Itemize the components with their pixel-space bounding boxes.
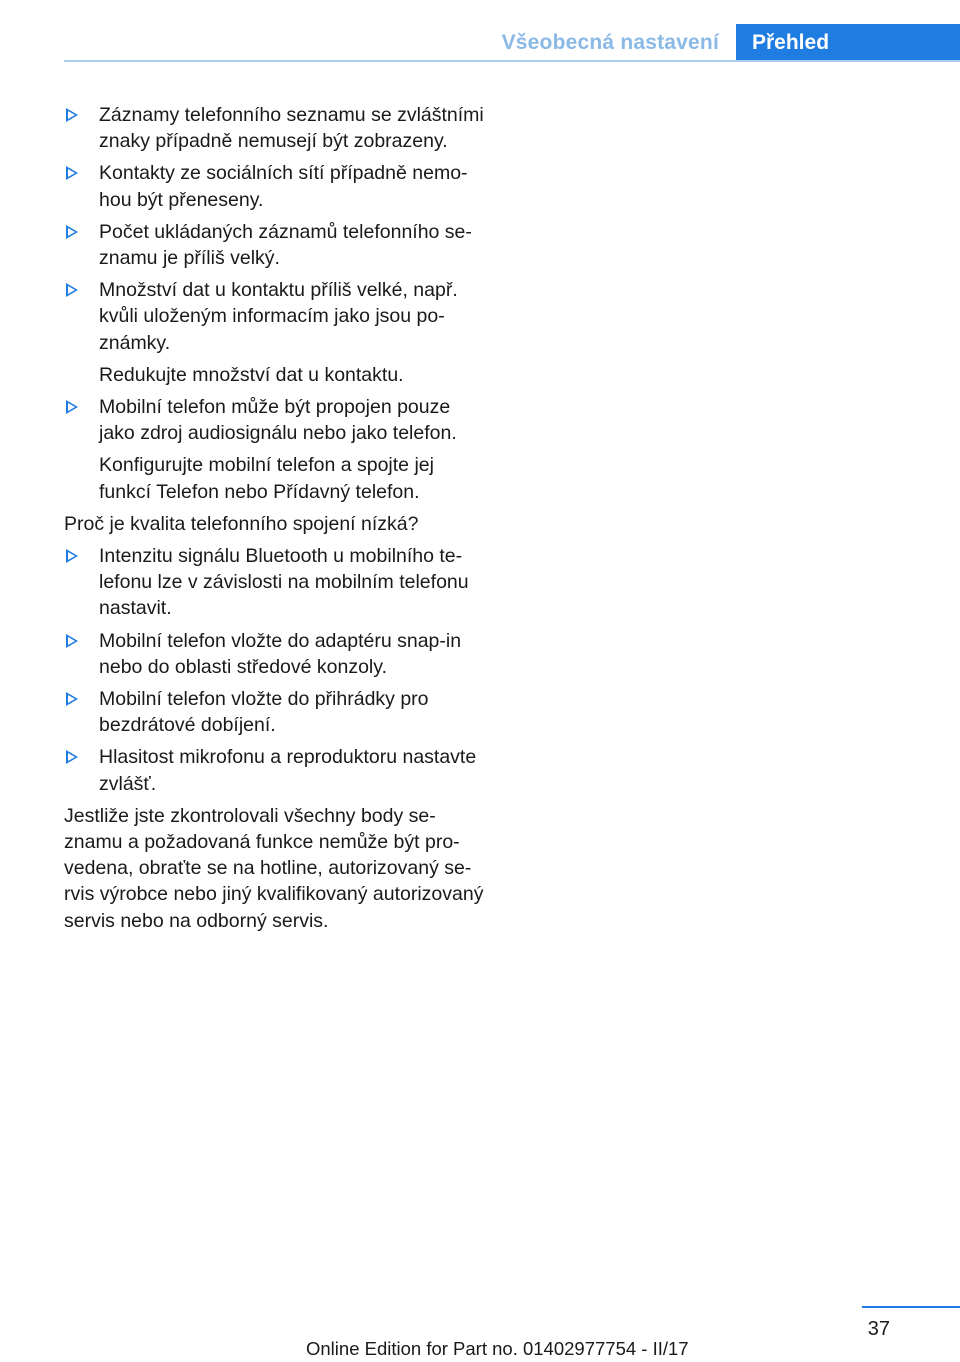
list-item-text: Hlasitost mikrofonu a reproduktoru nastavte zvlášť. (99, 746, 477, 795)
edition-footer: Online Edition for Part no. 01402977754 - II/17 (306, 1338, 689, 1359)
triangle-bullet-icon (66, 166, 78, 180)
section-title[interactable]: Všeobecná nastavení (501, 31, 719, 54)
list-item-text: Kontakty ze sociálních sítí případně nemohou být přeneseny. (99, 162, 468, 211)
list-item (64, 160, 484, 212)
main-content (64, 102, 484, 940)
triangle-bullet-icon (66, 549, 78, 563)
list-item-text: Mobilní telefon může být propojen pouze jako zdroj audiosignálu nebo jako telefon. (99, 396, 457, 445)
triangle-bullet-icon (66, 283, 78, 297)
list-item-text: Mobilní telefon vložte do adaptéru snap-in nebo do oblasti středové konzoly. (99, 629, 462, 678)
list-item (64, 744, 484, 796)
list-item (64, 628, 484, 680)
list-item-text: Mobilní telefon vložte do přihrádky pro bezdrátové dobíjení. (99, 688, 429, 737)
tab-overview[interactable]: Přehled (736, 24, 960, 62)
list-item-note: Redukujte množství dat u kontaktu. (99, 363, 404, 386)
list-item (64, 102, 484, 154)
footer-divider (862, 1306, 960, 1308)
list-item-text: Množství dat u kontaktu příliš velké, např. kvůli uloženým informacím jako jsou poznámky. (99, 279, 458, 354)
list-item-text: Záznamy telefonního seznamu se zvláštními znaky případně nemusejí být zobrazeny. (99, 104, 484, 153)
list-item-note: Konfigurujte mobilní telefon a spojte jej funkcí Telefon nebo Přídavný telefon. (99, 454, 434, 503)
triangle-bullet-icon (66, 634, 78, 648)
list-item (64, 277, 484, 388)
closing-paragraph: Jestliže jste zkontrolovali všechny body seznamu a požadovaná funkce nemůže být provedena, obraťte se na hotline, autorizovaný servis výrobce nebo jiný kvalifikovaný autorizovaný servis nebo na odborný servis. (64, 804, 484, 932)
list-item-text: Intenzitu signálu Bluetooth u mobilního telefonu lze v závislosti na mobilním telefonu nastavit. (99, 545, 469, 620)
list-item (64, 219, 484, 271)
list-item-text: Počet ukládaných záznamů telefonního seznamu je příliš velký. (99, 220, 472, 270)
triangle-bullet-icon (66, 400, 78, 414)
triangle-bullet-icon (66, 750, 78, 764)
header-divider (64, 60, 960, 62)
triangle-bullet-icon (66, 692, 78, 706)
triangle-bullet-icon (66, 225, 78, 239)
list-item (64, 543, 484, 622)
question-heading: Proč je kvalita telefonního spojení nízká? (64, 512, 419, 535)
triangle-bullet-icon (66, 108, 78, 122)
list-item (64, 394, 484, 505)
page-number: 37 (867, 1318, 890, 1340)
list-item (64, 686, 484, 738)
page-header (0, 0, 960, 62)
